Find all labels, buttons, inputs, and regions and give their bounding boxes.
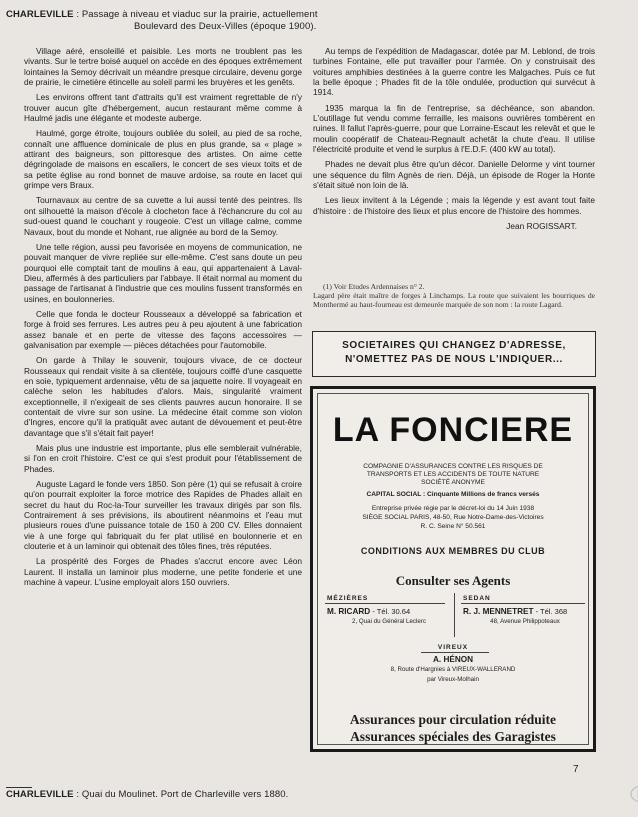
paragraph: Mais plus une industrie est importante, plus elle semblerait vulnérable, si l'on en croit l'histoire. C'est ce qui s'est produit pour l'établissement de Phades. [24, 443, 302, 474]
insurance-advertisement [310, 386, 596, 752]
ad-bottom-line-1: Assurances pour circulation réduite [349, 712, 557, 727]
notice-line-2: N'OMETTEZ PAS DE NOUS L'INDIQUER... [345, 354, 563, 365]
divider [325, 603, 445, 604]
agent-address: 8, Route d'Hargnies à VIREUX-WALLERAND [390, 666, 516, 673]
agent-address: 2, Quai du Général Leclerc [352, 618, 426, 625]
footnote-ref: (1) Voir Etudes Ardennaises n° 2. [323, 282, 425, 291]
left-column [24, 46, 302, 593]
ad-company-1: COMPAGNIE D'ASSURANCES CONTRE LES RISQUES DE [363, 463, 543, 470]
paragraph: Phades ne devait plus être qu'un décor. Danielle Delorme y vint tourner une séquence du film Agnès de rien. Déjà, un épisode de Roger la Honte s'était situé non loin de là. [313, 159, 595, 191]
page-number: 7 [573, 764, 579, 775]
paragraph: Haulmé, gorge étroite, toujours oubliée du soleil, au pied de sa roche, connaît une affluence dominicale de plus en plus grande, sa « plage » attirant des baigneurs, son pittoresque des artistes. On aime cette dégringolade de maisons en escaliers, le concert de ses vieux toits et de sa petite église au rond bonnet de mauve ardoise, sa route en lacet qui grimpe vers Braux. [24, 128, 302, 191]
agent-tel: - Tél. 30.64 [372, 607, 411, 616]
agent-city: SEDAN [463, 595, 491, 602]
signature: Jean ROGISSART. [506, 221, 577, 232]
ad-conditions: CONDITIONS AUX MEMBRES DU CLUB [360, 546, 546, 556]
footnote [313, 282, 595, 310]
agent-address-2: par Vireux-Molhain [427, 676, 479, 683]
divider [421, 652, 489, 653]
caption-rule [6, 787, 32, 788]
top-caption [6, 9, 318, 32]
agent-mezieres [327, 594, 451, 627]
ad-decree: Entreprise privée régie par le décret-loi du 14 Juin 1938 [371, 505, 535, 512]
ad-capital: CAPITAL SOCIAL : Cinquante Millions de francs versés [366, 491, 540, 498]
agent-address: 48, Avenue Philippoteaux [490, 618, 560, 625]
caption-text: : Quai du Moulinet. Port de Charleville vers 1880. [73, 789, 289, 800]
ad-company-3: SOCIÉTÉ ANONYME [421, 479, 485, 486]
notice-line-1: SOCIETAIRES QUI CHANGEZ D'ADRESSE, [342, 340, 566, 351]
agent-tel: - Tél. 368 [535, 607, 568, 616]
agent-name: A. HÉNON [432, 655, 474, 664]
agent-name: R. J. MENNETRET [463, 607, 534, 616]
ad-bottom-line-2: Assurances spéciales des Garagistes [350, 729, 556, 744]
paragraph: Celle que fonda le docteur Rousseaux a développé sa fabrication et forge à froid ses ferrures. Les autres peu à peu ajoutent à une fabrication assez banale et en perte de vitesse des façons accessoires — galvanisation par exemple — pièces détachées pour l'automobile. [24, 308, 302, 350]
ad-siege: SIÈGE SOCIAL PARIS, 48-50, Rue Notre-Dame-des-Victoires [362, 514, 544, 521]
bottom-caption [6, 789, 288, 801]
divider [461, 603, 585, 604]
footnote-text: Lagard père était maître de forges à Linchamps. La route que suivaient les bourriques de Monthermé au haut-fourneau est demeurée marquée de son nom : la route Lagard. [313, 291, 595, 310]
paragraph: 1935 marqua la fin de l'entreprise, sa déchéance, son abandon. L'outillage fut vendu comme ferraille, les maisons ouvrières tombèrent en ruines. Il fallut l'après-guerre, pour que Lorraine-Escaut les relevât et que le moulin coopératif de Chateau-Regnault achetât la chute d'eau. Il utilise l'électricité produite et vend le surplus à l'E.D.F. (400 kW au total). [313, 102, 595, 155]
agent-city: MÉZIÈRES [327, 595, 369, 602]
library-stamp-icon [629, 784, 638, 804]
paragraph: La prospérité des Forges de Phades s'accrut encore avec Léon Laurent. Il installa un laminoir plus moderne, une petite fonderie et une machine à vapeur. L'usine employait alors 150 ouvriers. [24, 556, 302, 588]
right-column [313, 46, 595, 232]
paragraph: Les lieux invitent à la Légende ; mais la légende y est avant tout faite d'histoire : de l'histoire des lieux et plus encore de l'histoire des hommes. [313, 195, 595, 216]
paragraph: Auguste Lagard le fonde vers 1850. Son père (1) qui se refusait à croire qu'on pourrait exploiter la force motrice des Rapides de Phades allait en secret du haut du Roc-la-Tour surveiller les travaux dirigés par son fils. Contrairement à ses prévisions, ils aboutirent néanmoins et l'eau mut plusieurs roues d'une puissance totale de 150 à 200 CV. Elles donnaient vie à une forge qui fabriquait du fer plat utilisé en boulonnerie et en clouterie et à un laminoir qui obtenait des tôles fines, très réputées. [24, 479, 302, 552]
divider [454, 593, 455, 637]
paragraph: Au temps de l'expédition de Madagascar, dotée par M. Leblond, de trois turbines Fontaine, elle put travailler pour l'armée. On y construisait des voitures amphibies destinées à la guerre contre les Malgaches. Puis ce fut la belle époque ; Phades fit de la tôle ondulée, production qui survécut à 1914. [313, 46, 595, 98]
agent-sedan [463, 594, 587, 627]
ad-consult: Consulter ses Agents [395, 573, 511, 588]
caption-place: CHARLEVILLE [6, 9, 74, 20]
agent-vireux [313, 643, 593, 685]
agent-city: VIREUX [437, 644, 469, 651]
paragraph: Tournavaux au centre de sa cuvette a lui aussi tenté des peintres. Ils ont silhouetté la maison d'école à clocheton face à l'échancrure du col au sud-ouest quand le couchant y rougeoie. C'est un village calme, comme Navaux, bout du monde et Nohant, rue alignée au bord de la Semoy. [24, 195, 302, 237]
caption-place: CHARLEVILLE [6, 789, 74, 800]
ad-rc: R. C. Seine N° 50.561 [420, 523, 486, 530]
caption-text: : Passage à niveau et viaduc sur la prairie, actuellement [73, 9, 318, 20]
ad-company-2: TRANSPORTS ET LES ACCIDENTS DE TOUTE NATURE [366, 471, 540, 478]
address-notice-box [312, 331, 596, 377]
ad-title: LA FONCIERE [332, 411, 574, 449]
paragraph: Une telle région, aussi peu favorisée en moyens de communication, ne pouvait manquer de vivre repliée sur elle-même. C'est sans doute un peu pourquoi elle comptait tant de moulins à eau, qui appartenaient à Laval-Dieu, affermés à des particuliers par l'abbaye. Il était normal au moment du passage de l'artisanat à l'industrie que ces moulins fussent transformés en usines, en boulonneries. [24, 241, 302, 304]
paragraph: Village aéré, ensoleillé et paisible. Les morts ne troublent pas les vivants. Sur le tertre boisé auquel on accède en des époques extrêmement lointaines la Semoy décrivait un méandre presque circulaire, devenu gorge de prairie, le cimetière étincelle au soleil parmi les bruyères et les genêts. [24, 46, 302, 88]
paragraph: Les environs offrent tant d'attraits qu'il est vraiment regrettable de n'y trouver aucun gîte d'hébergement, aucun restaurant même comme à Haulmé jadis une élégante et modeste auberge. [24, 92, 302, 124]
caption-line2: Boulevard des Deux-Villes (époque 1900). [134, 20, 317, 32]
agent-name: M. RICARD [327, 607, 371, 616]
paragraph: On garde à Thilay le souvenir, toujours vivace, de ce docteur Rousseaux qui rendait visite à sa clientèle, toujours coiffé d'une casquette en soie, typiquement ardennaise, vêtu de sa jaquette noire. Il voyageait en calèche selon les habitudes d'alors. Mais, singularité vraiment exceptionnelle, il n'exigeait de ses clients pauvres aucun honoraire. Il se contentait de vivre sur son usine. La médecine était comme son violon d'Ingres, encore qu'il la pratiquât avec autant de dévouement et peut-être davantage que s'il s'était fait payer! [24, 355, 302, 438]
